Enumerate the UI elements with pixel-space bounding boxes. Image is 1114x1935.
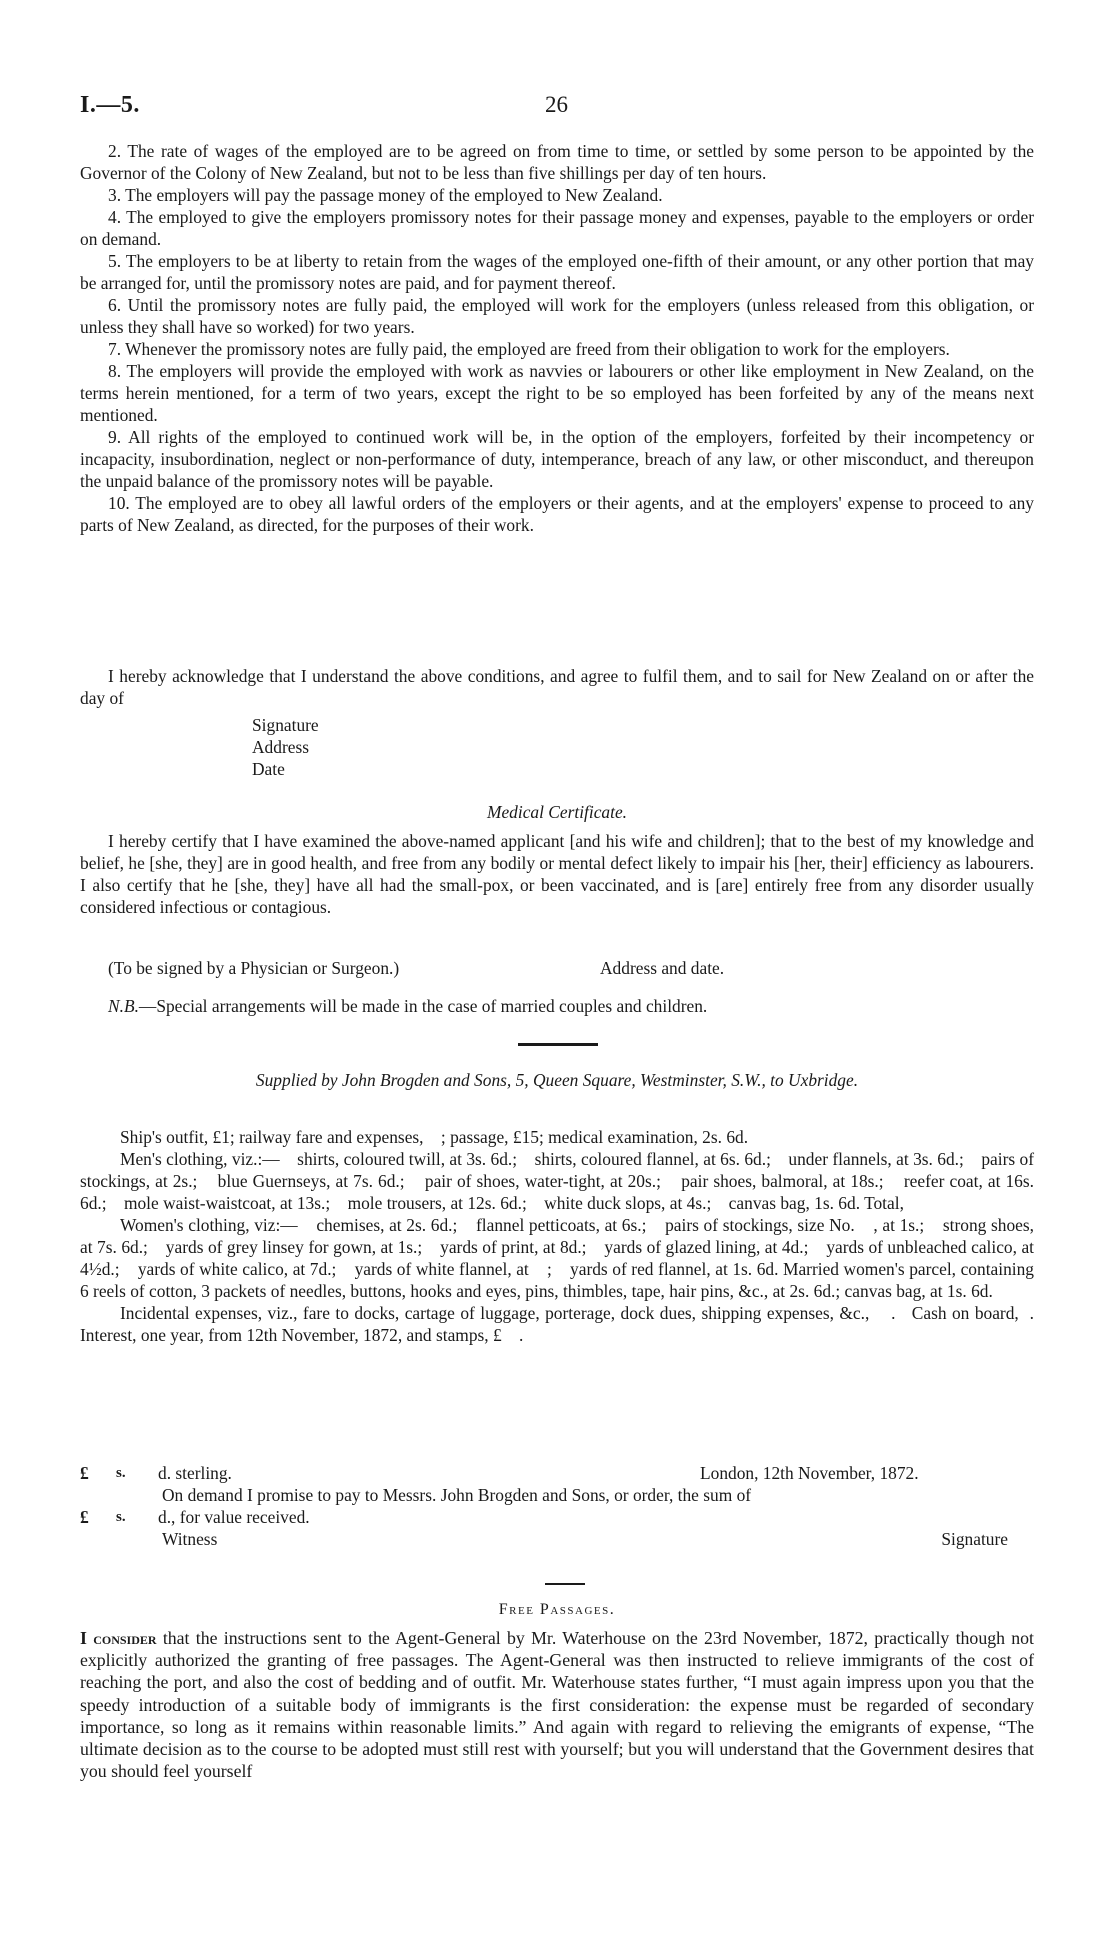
free-passages-text bbox=[80, 1627, 1034, 1782]
signature-label: Signature bbox=[941, 1529, 1008, 1549]
nb-label: N.B. bbox=[108, 996, 139, 1016]
medical-certificate-body bbox=[80, 830, 1034, 918]
pound-symbol: £ bbox=[80, 1507, 89, 1527]
lead-words: I consider bbox=[80, 1628, 157, 1648]
section-reference: I.—5. bbox=[80, 92, 140, 118]
condition-item: 2. The rate of wages of the employed are to be agreed on from time to time, or settled by some person to be appointed by the Governor of the Colony of New Zealand, but not to be less than five shillings per day of ten hours. bbox=[80, 141, 1034, 183]
condition-item: 3. The employers will pay the passage money of the employed to New Zealand. bbox=[108, 185, 663, 205]
address-label: Address bbox=[252, 737, 309, 757]
condition-item: 9. All rights of the employed to continued work will be, in the option of the employers, forfeited by their incompetency or incapacity, insubordination, neglect or non-performance of duty, intemperance, breach of any law, or other misconduct, and thereupon the unpaid balance of the promissory notes will be payable. bbox=[80, 427, 1034, 491]
sterling-label: d. sterling. bbox=[158, 1463, 232, 1483]
medical-certificate-text: I hereby certify that I have examined the above-named applicant [and his wife and children]; that to the best of my knowledge and belief, he [she, they] are in good health, and free from any bodily or mental defect likely to impair his [her, their] efficiency as labourers. I also certify that he [she, they] have all had the small-pox, or been vaccinated, and is [are] entirely free from any disorder usually considered infectious or contagious. bbox=[80, 831, 1034, 917]
outfit-paragraph: Ship's outfit, £1; railway fare and expenses, ; passage, £15; medical examination, 2s. 6d. bbox=[120, 1127, 749, 1147]
physician-signature-note: (To be signed by a Physician or Surgeon.) bbox=[108, 958, 400, 978]
condition-item: 4. The employed to give the employers promissory notes for their passage money and expenses, payable to the employers or order on demand. bbox=[80, 207, 1034, 249]
conditions-list bbox=[80, 140, 1034, 536]
incidental-expenses-paragraph: Incidental expenses, viz., fare to docks, cartage of luggage, porterage, dock dues, shipping expenses, &c., . Cash on board, . Interest, one year, from 12th November, 1872, and stamps, £ . bbox=[80, 1303, 1048, 1345]
date-label: Date bbox=[252, 759, 285, 779]
page-number: 26 bbox=[545, 92, 568, 117]
place-date: London, 12th November, 1872. bbox=[700, 1463, 919, 1483]
value-received-text: d., for value received. bbox=[158, 1507, 310, 1527]
signature-fields bbox=[252, 714, 319, 780]
pound-symbol: £ bbox=[80, 1463, 89, 1483]
nb-text: —Special arrangements will be made in the case of married couples and children. bbox=[138, 996, 708, 1016]
supplied-items bbox=[80, 1126, 1048, 1346]
demand-text: On demand I promise to pay to Messrs. John Brogden and Sons, or order, the sum of bbox=[162, 1485, 752, 1505]
address-date-note: Address and date. bbox=[600, 958, 725, 978]
free-passages-paragraph: that the instructions sent to the Agent-General by Mr. Waterhouse on the 23rd November, 1872, practically though not explicitly authorized the granting of free passages. The Agent-General was then instructed to relieve immigrants of the cost of reaching the port, and also the cost of bedding and of outfit. Mr. Waterhouse states further, “I must again impress upon you that the speedy introduction of a suitable body of immigrants is the first consideration: the expense must be regarded of secondary importance, so long as it remains within reasonable limits.” And again with regard to relieving the emigrants of expense, “The ultimate decision as to the course to be adopted must still rest with yourself; but you will understand that the Government desires that you should feel yourself bbox=[80, 1628, 1034, 1782]
acknowledgement-section bbox=[80, 665, 1087, 709]
condition-item: 7. Whenever the promissory notes are fully paid, the employed are freed from their obligation to work for the employers. bbox=[108, 339, 950, 359]
signature-label: Signature bbox=[252, 715, 319, 735]
acknowledgement-text: I hereby acknowledge that I understand the above conditions, and agree to fulfil them, and to sail for New Zealand on or after the day of bbox=[80, 666, 1087, 708]
condition-item: 10. The employed are to obey all lawful orders of the employers or their agents, and at the employers' expense to proceed to any parts of New Zealand, as directed, for the purposes of their work. bbox=[80, 493, 1034, 535]
free-passages-body bbox=[80, 1627, 1034, 1782]
witness-label: Witness bbox=[162, 1529, 218, 1549]
section-divider bbox=[545, 1583, 585, 1585]
nb-note bbox=[108, 996, 707, 1017]
shilling-symbol: s. bbox=[116, 1465, 126, 1481]
medical-certificate-title: Medical Certificate. bbox=[486, 802, 628, 822]
womens-clothing-paragraph: Women's clothing, viz:— chemises, at 2s. 6d.; flannel petticoats, at 6s.; pairs of stockings, size No. , at 1s.; strong shoes, at 7s. 6d.; yards of grey linsey for gown, at 1s.; yards of print, at 8d.; yards of glazed lining, at 4d.; yards of unbleached calico, at 4½d.; yards of white calico, at 7d.; yards of white flannel, at ; yards of red flannel, at 1s. 6d. Married women's parcel, containing 6 reels of cotton, 3 packets of needles, buttons, hooks and eyes, pins, thimbles, tape, hair pins, &c., at 2s. 6d.; canvas bag, at 1s. 6d. bbox=[80, 1215, 1039, 1301]
section-divider bbox=[518, 1043, 598, 1046]
condition-item: 5. The employers to be at liberty to retain from the wages of the employed one-fifth of their amount, or any other portion that may be arranged for, until the promissory notes are paid, and for payment thereof. bbox=[80, 251, 1034, 293]
shilling-symbol: s. bbox=[116, 1509, 126, 1525]
demand-line bbox=[80, 1484, 1034, 1506]
condition-item: 6. Until the promissory notes are fully paid, the employed will work for the employers (unless released from this obligation, or unless they shall have so worked) for two years. bbox=[80, 295, 1034, 337]
mens-clothing-paragraph: Men's clothing, viz.:— shirts, coloured twill, at 3s. 6d.; shirts, coloured flannel, at 6s. 6d.; under flannels, at 3s. 6d.; pairs of stockings, at 2s.; blue Guernseys, at 7s. 6d.; pair of shoes, water-tight, at 20s.; pair shoes, balmoral, at 18s.; reefer coat, at 16s. 6d.; mole waist-waistcoat, at 13s.; mole trousers, at 12s. 6d.; white duck slops, at 4s.; canvas bag, 1s. 6d. Total, bbox=[80, 1149, 1039, 1213]
condition-item: 8. The employers will provide the employed with work as navvies or labourers or other like employment in New Zealand, on the terms herein mentioned, for a term of two years, except the right to be so employed has been forfeited by any of the means next mentioned. bbox=[80, 361, 1034, 425]
supplied-heading: Supplied by John Brogden and Sons, 5, Queen Square, Westminster, S.W., to Uxbridge. bbox=[255, 1070, 859, 1090]
free-passages-title: Free Passages. bbox=[498, 1601, 616, 1618]
